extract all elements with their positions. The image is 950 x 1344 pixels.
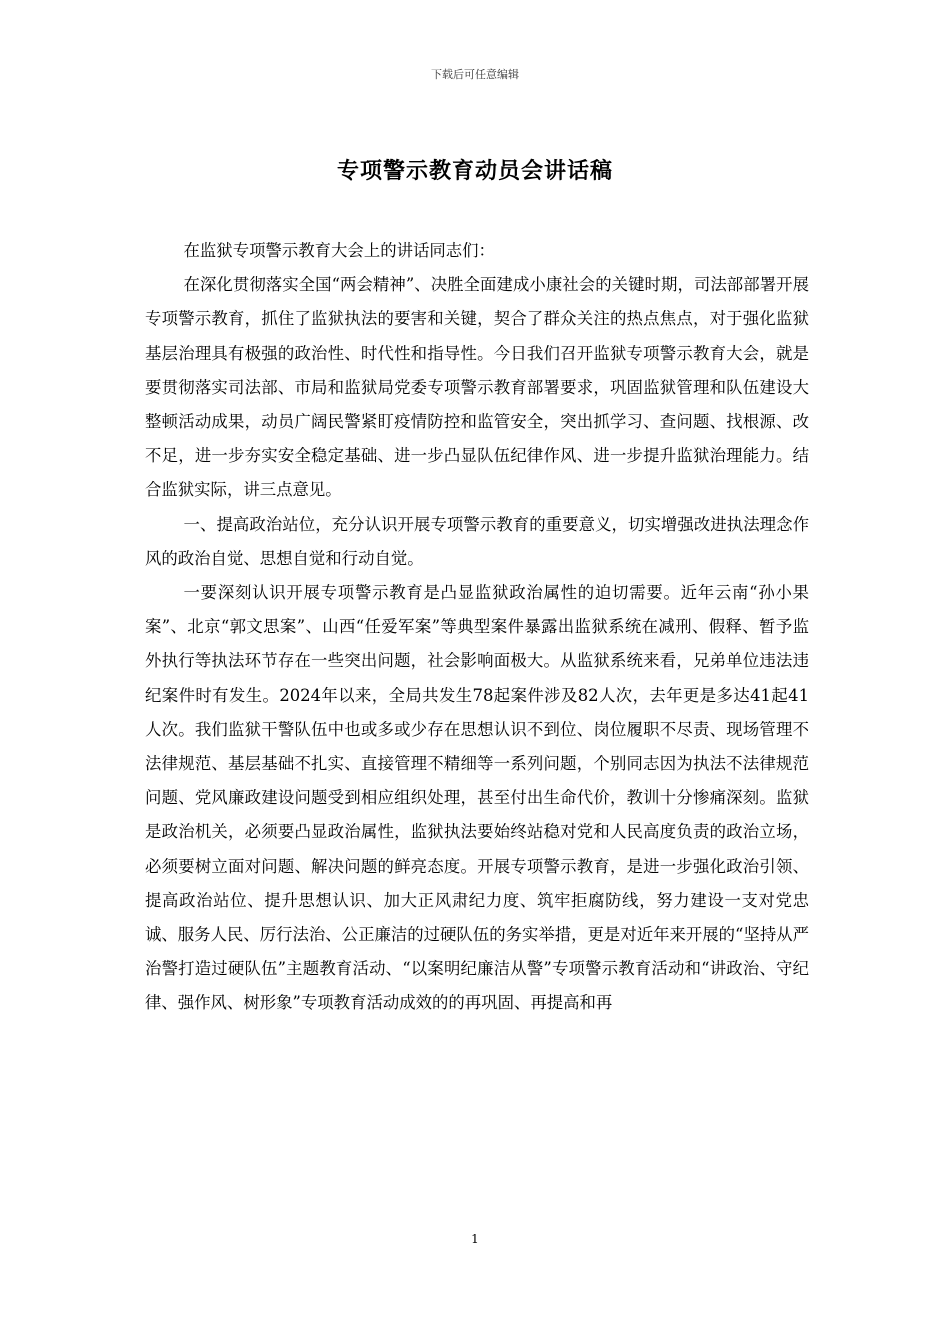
body-paragraph-point-one: 一要深刻认识开展专项警示教育是凸显监狱政治属性的迫切需要。近年云南“孙小果案”、北京“郭文思案”、山西“任爱军案”等典型案件暴露出监狱系统在减刑、假释、暂予监外执行等执法环节存在一些突出问题，社会影响面极大。从监狱系统来看，兄弟单位违法违纪案件时有发生。2024年以来，全局共发生78起案件涉及82人次，去年更是多达41起41人次。我们监狱干警队伍中也或多或少存在思想认识不到位、岗位履职不尽责、现场管理不法律规范、基层基础不扎实、直接管理不精细等一系列问题，个别同志因为执法不法律规范问题、党风廉政建设问题受到相应组织处理，甚至付出生命代价，教训十分惨痛深刻。监狱是政治机关，必须要凸显政治属性，监狱执法要始终站稳对党和人民高度负责的政治立场，必须要树立面对问题、解决问题的鲜亮态度。开展专项警示教育，是进一步强化政治引领、提高政治站位、提升思想认识、加大正风肃纪力度、筑牢拒腐防线，努力建设一支对党忠诚、服务人民、厉行法治、公正廉洁的过硬队伍的务实举措，更是对近年来开展的“坚持从严治警打造过硬队伍”主题教育活动、“以案明纪廉洁从警”专项警示教育活动和“讲政治、守纪律、强作风、树形象”专项教育活动成效的的再巩固、再提高和再 bbox=[145, 583, 810, 1013]
document-title: 专项警示教育动员会讲话稿 bbox=[336, 159, 613, 184]
page-number: 1 bbox=[471, 1232, 479, 1246]
body-paragraph-greeting: 在监狱专项警示教育大会上的讲话同志们： bbox=[183, 241, 495, 260]
document-body bbox=[145, 234, 809, 1021]
page-header-note: 下载后可任意编辑 bbox=[431, 68, 519, 81]
body-paragraph-intro: 在深化贯彻落实全国“两会精神”、决胜全面建成小康社会的关键时期，司法部部署开展专项警示教育，抓住了监狱执法的要害和关键，契合了群众关注的热点焦点，对于强化监狱基层治理具有极强的政治性、时代性和指导性。今日我们召开监狱专项警示教育大会，就是要贯彻落实司法部、市局和监狱局党委专项警示教育部署要求，巩固监狱管理和队伍建设大整顿活动成果，动员广阔民警紧盯疫情防控和监管安全，突出抓学习、查问题、找根源、改不足，进一步夯实安全稳定基础、进一步凸显队伍纪律作风、进一步提升监狱治理能力。结合监狱实际，讲三点意见。 bbox=[145, 275, 809, 500]
body-paragraph-section-heading: 一、提高政治站位，充分认识开展专项警示教育的重要意义，切实增强改进执法理念作风的政治自觉、思想自觉和行动自觉。 bbox=[145, 514, 809, 568]
